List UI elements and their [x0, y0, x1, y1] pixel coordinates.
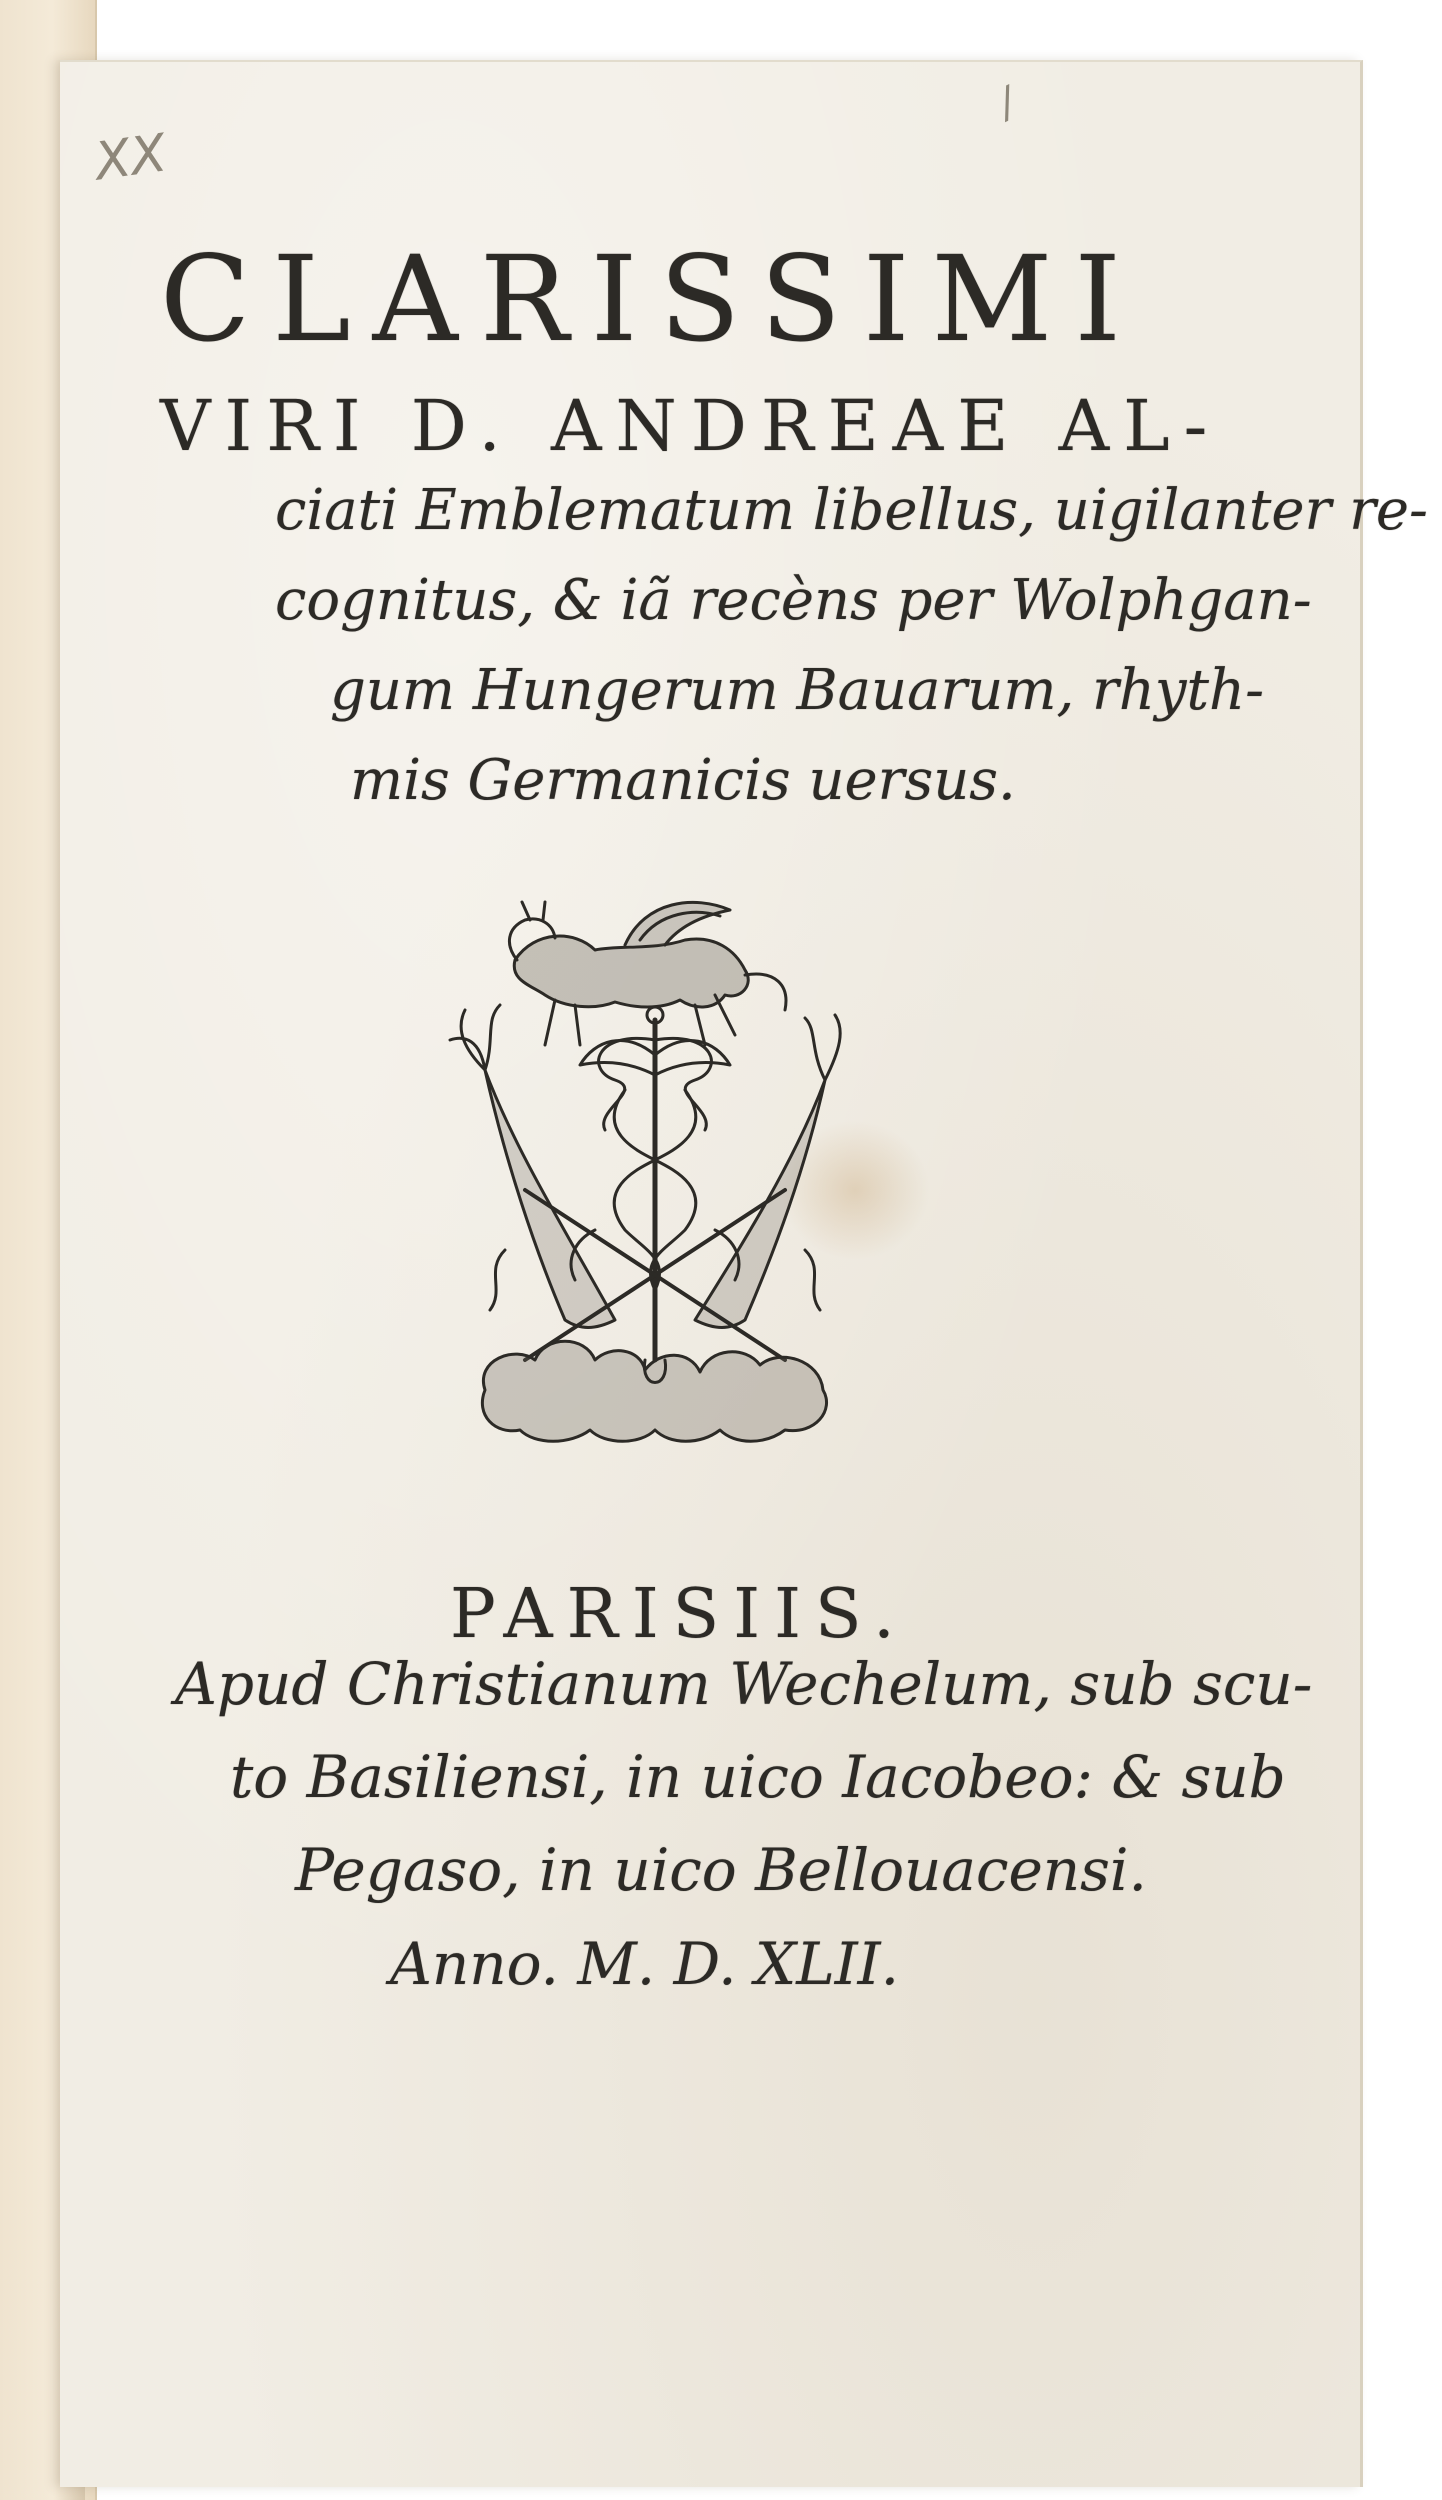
title-body-line: gum Hungerum Bauarum, rhyth-	[330, 658, 1265, 723]
imprint-line: Pegaso, in uico Bellouacensi.	[295, 1836, 1147, 1904]
pencil-mark-left: XX	[91, 123, 171, 193]
imprint-line: Apud Christianum Wechelum, sub scu-	[175, 1650, 1313, 1718]
title-line-1: CLARISSIMI	[160, 230, 1143, 368]
title-line-2: VIRI D. ANDREAE AL-	[160, 385, 1222, 467]
imprint-place: PARISIIS.	[450, 1575, 909, 1654]
title-body-line: ciati Emblematum libellus, uigilanter re-	[275, 478, 1428, 543]
imprint-line: to Basiliensi, in uico Iacobeo: & sub	[230, 1743, 1286, 1811]
pencil-mark-right: /	[990, 79, 1023, 127]
printer-device-woodcut	[445, 890, 865, 1450]
title-body-line: mis Germanicis uersus.	[350, 748, 1016, 813]
title-body-line: cognitus, & iã recèns per Wolphgan-	[275, 568, 1312, 633]
imprint-date: Anno. M. D. XLII.	[390, 1930, 900, 1998]
